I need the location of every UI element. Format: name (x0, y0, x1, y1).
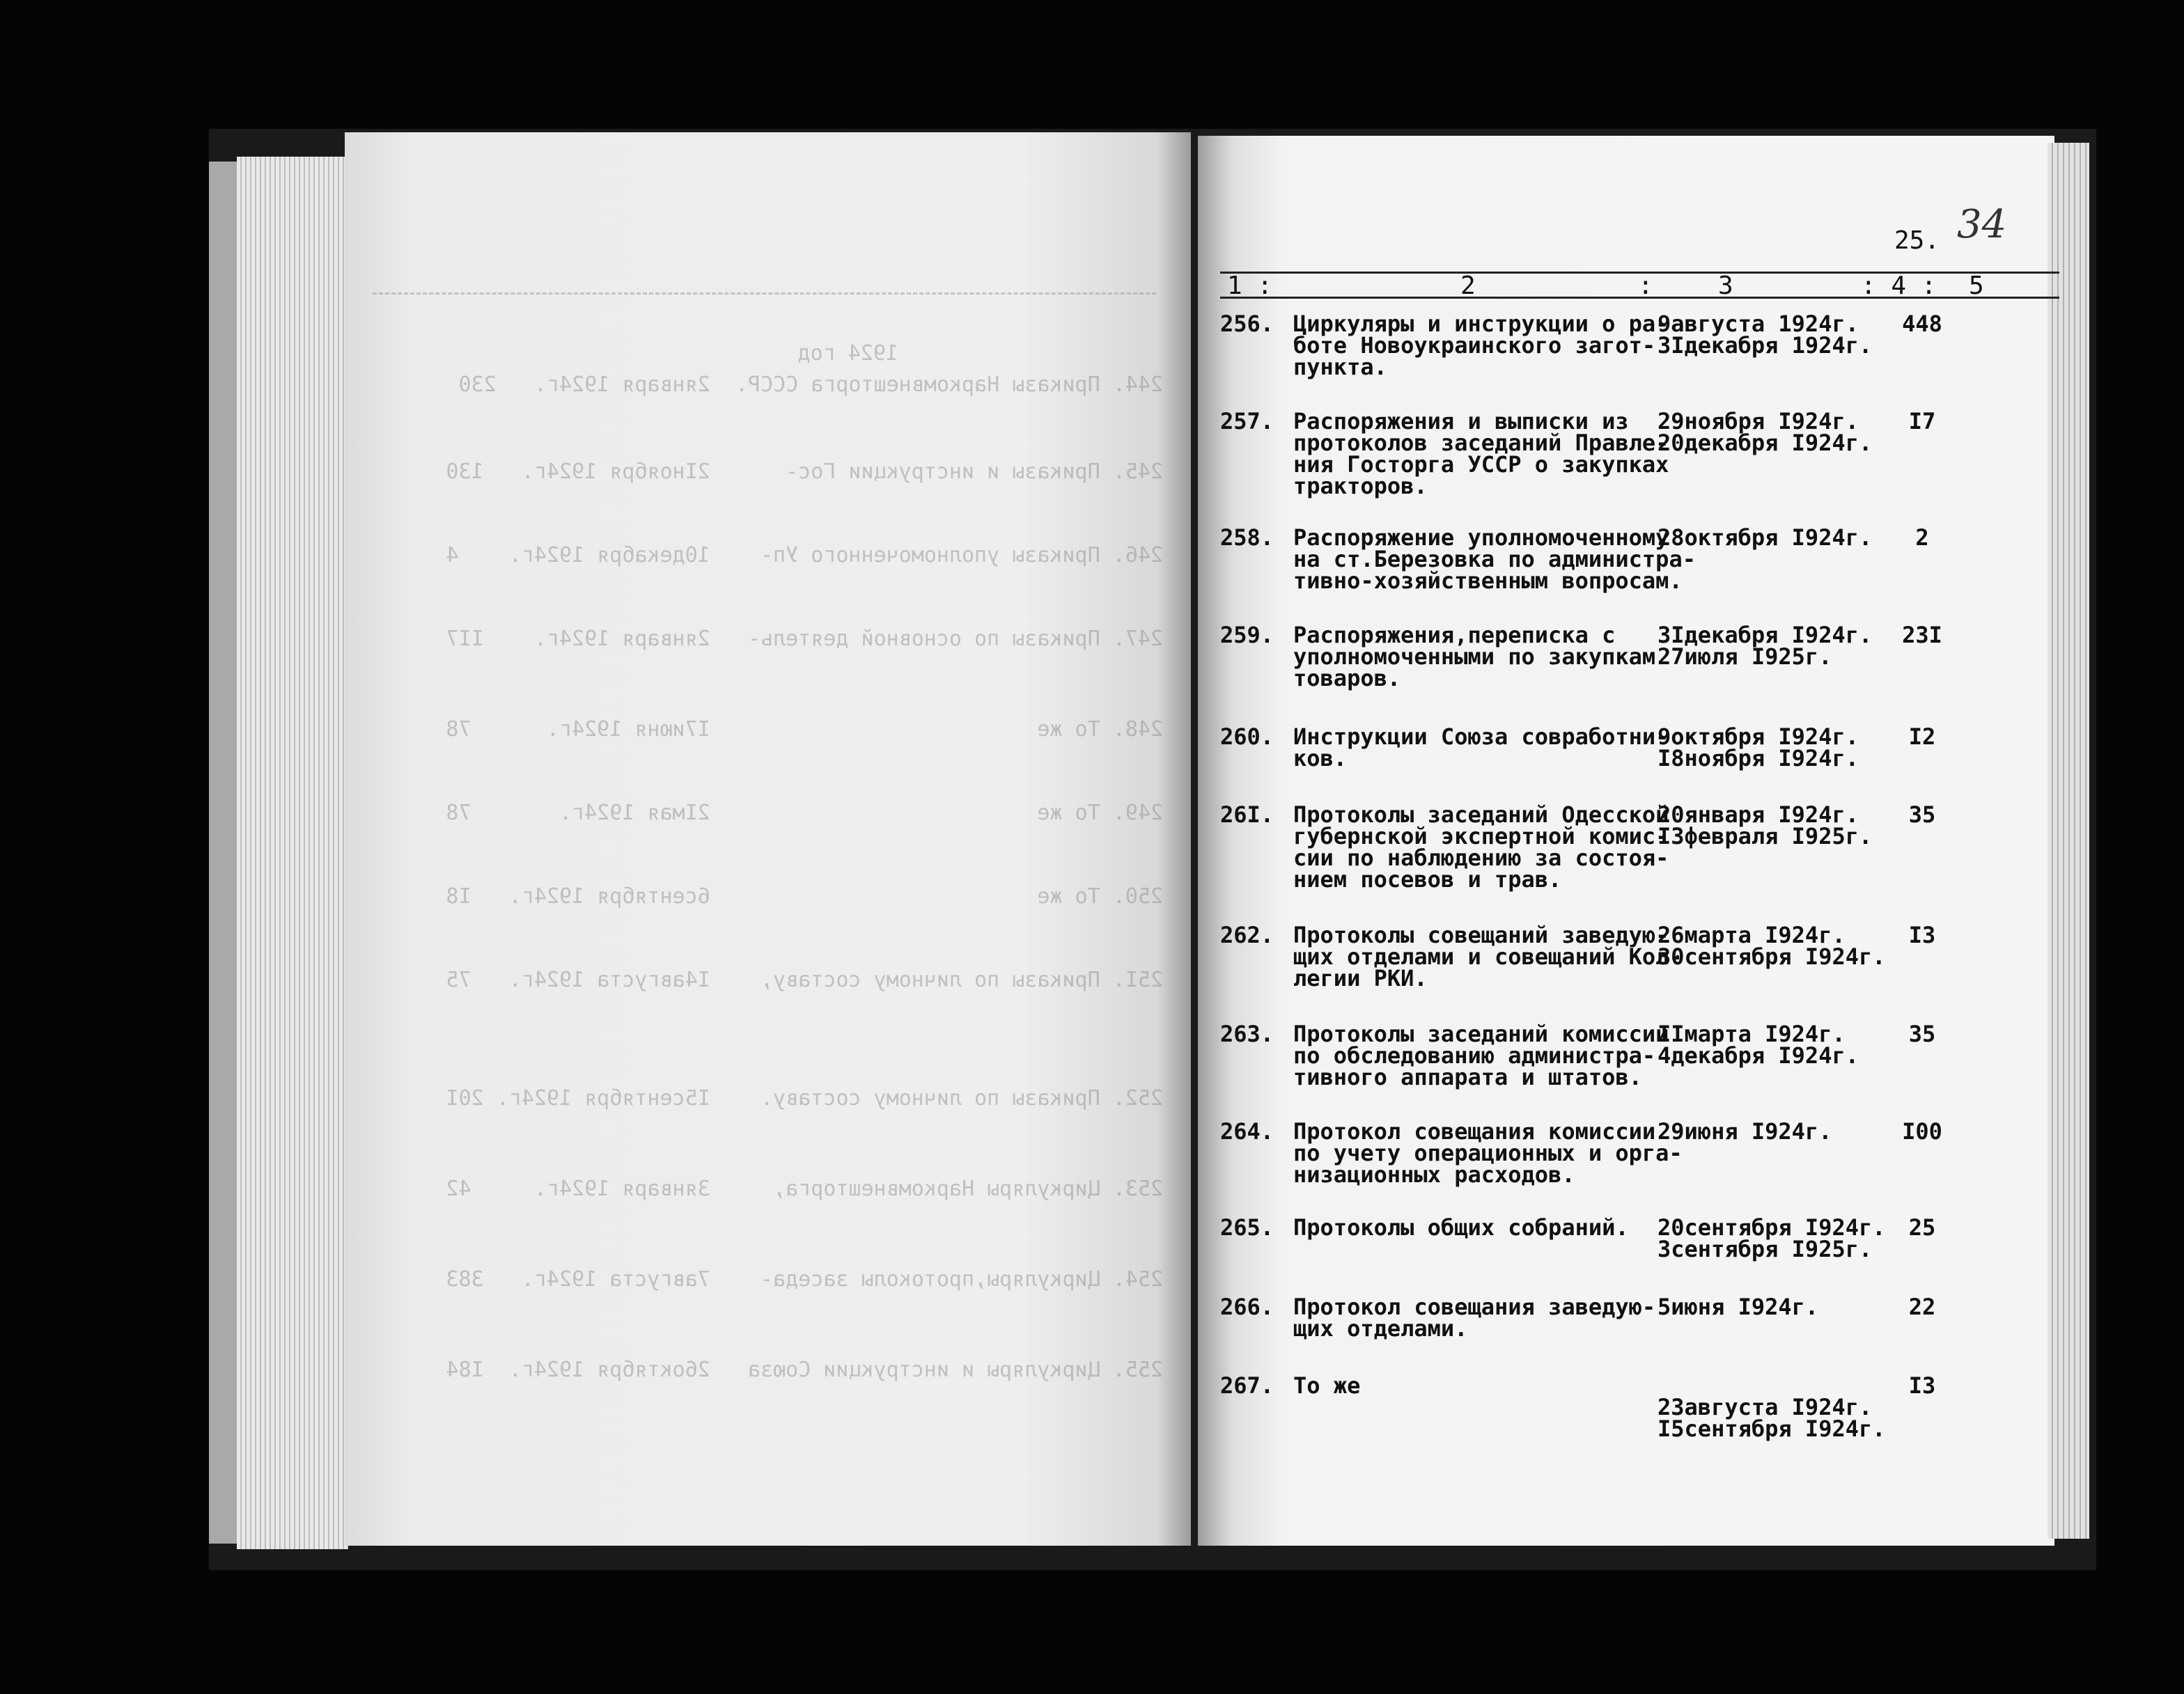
item-dates: 28октября I924г. (1658, 524, 1873, 551)
sheet-count: 2 (1915, 524, 1929, 551)
header-col-5: 5 (1969, 272, 1984, 300)
ghost-line: 247. Приказы по основной деятель- 2января 1924г. II7 (446, 627, 1163, 651)
item-description: Протоколы совещаний заведую- щих отделами и совещаний Кол- легии РКИ. (1293, 922, 1683, 991)
item-dates: 9октября I924г. I8ноября I924г. (1658, 723, 1859, 771)
header-col-2: 2 (1460, 272, 1476, 300)
left-page-stack (237, 157, 348, 1549)
item-dates: IIмарта I924г. 4декабря I924г. (1658, 1021, 1859, 1069)
item-number: 262. (1220, 922, 1274, 948)
item-number: 264. (1220, 1118, 1274, 1145)
item-number: 265. (1220, 1214, 1274, 1241)
item-number: 26I. (1220, 801, 1274, 828)
ghost-line: 249. То же 2Iмая 1924г. 78 (446, 801, 1163, 825)
item-description: Распоряжение уполномоченному на ст.Березовка по администра- тивно-хозяйственным вопросам. (1293, 524, 1696, 594)
sheet-count: 35 (1908, 801, 1936, 828)
ghost-line: 245. Приказы и инструкции Гос- 2Iноября 1924г. 130 (446, 460, 1163, 484)
sheet-count: I00 (1902, 1118, 1942, 1145)
sheet-count: 448 (1902, 311, 1942, 337)
item-number: 258. (1220, 524, 1274, 551)
item-number: 267. (1220, 1372, 1274, 1399)
right-page-stack (2048, 143, 2089, 1539)
item-dates: 20января I924г. I3февраля I925г. (1658, 801, 1873, 849)
header-col-1: 1 : (1227, 272, 1273, 300)
ghost-line: 253. Циркуляры Наркомвнешторга, 3января 1924г. 42 (446, 1177, 1163, 1201)
book-cover-edge (209, 162, 237, 1544)
item-description: Протоколы заседаний Одесской губернской экспертной комис- сии по наблюдению за состоя- нием посевов и трав. (1293, 801, 1669, 893)
item-description: Протокол совещания комиссии по учету операционных и орга- низационных расходов. (1293, 1118, 1683, 1188)
item-description: Протокол совещания заведую- щих отделами. (1293, 1294, 1656, 1342)
item-dates: 20сентября I924г. 3сентября I925г. (1658, 1214, 1886, 1262)
sheet-count: 25 (1908, 1214, 1936, 1241)
ghost-line: 244. Приказы Наркомвнешторга СССР. 2января 1924г. 230 (458, 372, 1163, 397)
item-description: Инструкции Союза совработни- ков. (1293, 723, 1669, 771)
sheet-count: I3 (1908, 922, 1936, 948)
item-dates: 3Iдекабря I924г. 27июля I925г. (1658, 622, 1873, 670)
ghost-line: 254. Циркуляры,протоколы заседа- 7августа 1924г. 383 (446, 1267, 1163, 1292)
sheet-count: 23I (1902, 622, 1942, 648)
ghost-line: 248. То же I7июня 1924г. 78 (446, 717, 1163, 742)
item-dates: 26марта I924г. 30сентября I924г. (1658, 922, 1886, 970)
ghost-line: 252. Приказы по личному составу. I5сентября 1924г. 20I (446, 1086, 1163, 1111)
table-header (1220, 272, 2059, 298)
ghost-line: 25I. Приказы по личному составу, I4августа 1924г. 75 (446, 968, 1163, 992)
item-description: Распоряжения,переписка с уполномоченными по закупкам товаров. (1293, 622, 1656, 691)
item-description: То же (1293, 1372, 1361, 1399)
item-number: 256. (1220, 311, 1274, 337)
sheet-count: I3 (1908, 1372, 1936, 1399)
item-description: Распоряжения и выписки из протоколов заседаний Правле- ния Госторга УССР о закупках тракторов. (1293, 408, 1669, 499)
page-number: 25. (1894, 226, 1940, 255)
item-description: Протоколы заседаний комиссии по обследованию администра- тивного аппарата и штатов. (1293, 1021, 1669, 1090)
ghost-line: 250. То же 6сентября 1924г. I8 (446, 884, 1163, 909)
sheet-count: 22 (1908, 1294, 1936, 1320)
header-col-3: 3 (1718, 272, 1733, 300)
item-dates: 5июня I924г. (1658, 1294, 1819, 1320)
ghost-header-line (373, 292, 1156, 295)
item-number: 266. (1220, 1294, 1274, 1320)
item-description: Протоколы общих собраний. (1293, 1214, 1629, 1241)
sheet-count: 35 (1908, 1021, 1936, 1047)
sheet-count: I7 (1908, 408, 1936, 434)
header-sep: : (1638, 272, 1653, 300)
item-number: 259. (1220, 622, 1274, 648)
header-col-4: : 4 : (1861, 272, 1937, 300)
item-number: 260. (1220, 723, 1274, 750)
sheet-count: I2 (1908, 723, 1936, 750)
left-page-show-through (345, 132, 1191, 1546)
item-number: 263. (1220, 1021, 1274, 1047)
ghost-line: 246. Приказы уполномоченного Уп- 10декабря 1924г. 4 (446, 543, 1163, 567)
item-number: 257. (1220, 408, 1274, 434)
item-dates: 23августа I924г. I5сентября I924г. (1658, 1394, 1886, 1442)
item-dates: 29июня I924г. (1658, 1118, 1832, 1145)
ghost-year: 1924 год (797, 341, 898, 366)
ghost-line: 255. Циркуляры и инструкции Союза 26октября 1924г. I84 (446, 1358, 1163, 1382)
item-description: Циркуляры и инструкции о ра- боте Новоукраинского загот- пункта. (1293, 311, 1669, 380)
page-number-handwritten: 34 (1957, 202, 2007, 247)
item-dates: 29ноября I924г. 20декабря I924г. (1658, 408, 1873, 456)
item-dates: 9августа 1924г. 3Iдекабря 1924г. (1658, 311, 1873, 359)
